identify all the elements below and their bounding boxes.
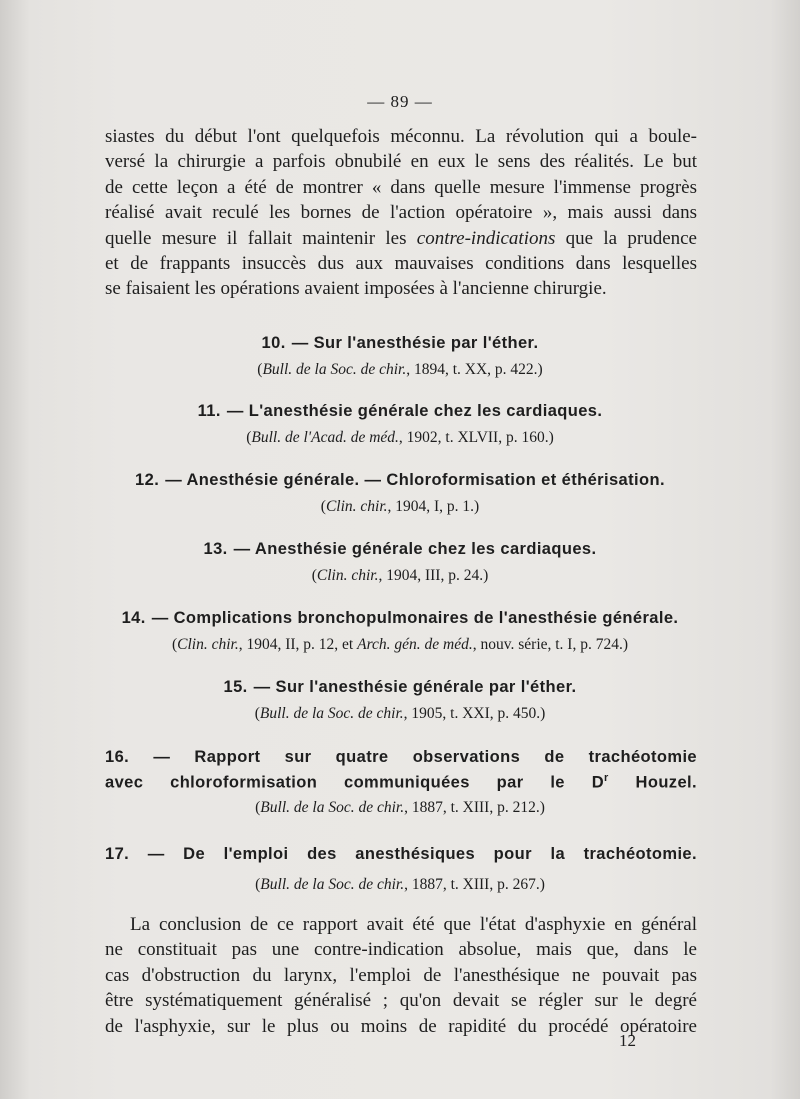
- entry-title-16-continued: [105, 772, 697, 793]
- entry-heading: — L'anesthésie générale chez les cardiaques.: [226, 402, 603, 420]
- line-text: que la prudence: [555, 227, 697, 249]
- entry-title-10: [0, 334, 800, 353]
- entry-reference-10: (Bull. de la Soc. de chir., 1894, t. XX, p. 422.): [257, 361, 543, 378]
- paragraph-line: [105, 226, 697, 251]
- entry-reference-16: (Bull. de la Soc. de chir., 1887, t. XIII, p. 212.): [255, 799, 545, 816]
- entry-title-13: [0, 540, 800, 559]
- signature-mark: 12: [619, 1031, 636, 1050]
- entry-number: 17.: [105, 845, 130, 863]
- entry-title-12: [0, 471, 800, 490]
- entry-number: 11.: [197, 402, 221, 420]
- entry-reference-17: (Bull. de la Soc. de chir., 1887, t. XIII, p. 267.): [255, 876, 545, 893]
- journal-name: Bull. de la Soc. de chir.: [260, 799, 405, 816]
- entry-heading: — Complications bronchopulmonaires de l'anesthésie générale.: [151, 609, 679, 627]
- reference-details: , 1887, t. XIII, p. 212.): [404, 799, 545, 816]
- paragraph-line: réalisé avait reculé les bornes de l'action opératoire », mais aussi dans: [105, 202, 697, 224]
- entry-number: 13.: [203, 540, 228, 558]
- entry-heading: — Anesthésie générale chez les cardiaques.: [233, 540, 597, 558]
- entry-number: 16.: [105, 748, 130, 766]
- paragraph-line: siastes du début l'ont quelquefois méconnu. La révolution qui a boule-: [105, 126, 697, 147]
- reference-details: , 1904, I, p. 1.): [387, 498, 480, 515]
- entry-reference-11: (Bull. de l'Acad. de méd., 1902, t. XLVII, p. 160.): [246, 429, 554, 446]
- entry-heading: — Sur l'anesthésie par l'éther.: [291, 334, 539, 352]
- journal-name: Bull. de l'Acad. de méd.: [251, 429, 399, 446]
- superscript: r: [604, 772, 609, 784]
- journal-name: Clin. chir.: [325, 498, 388, 515]
- intro-paragraph: [105, 124, 697, 302]
- entry-title-11: [0, 402, 800, 421]
- entry-number: 10.: [261, 334, 286, 352]
- entry-reference-13: (Clin. chir., 1904, III, p. 24.): [311, 567, 489, 584]
- entry-title-16: [105, 748, 697, 767]
- entry-heading: — De l'emploi des anesthésiques pour la trachéotomie.: [147, 845, 697, 863]
- reference-details: , 1902, t. XLVII, p. 160.): [398, 429, 554, 446]
- paragraph-line: être systématiquement généralisé ; qu'on devait se régler sur le degré: [105, 990, 697, 1012]
- journal-name: Bull. de la Soc. de chir.: [259, 705, 404, 722]
- journal-name: Clin. chir.: [177, 636, 239, 653]
- paragraph-line: et de frappants insuccès dus aux mauvaises conditions dans lesquelles: [105, 253, 697, 275]
- paragraph-line: se faisaient les opérations avaient imposées à l'ancienne chirurgie.: [105, 278, 607, 300]
- reference-details: , 1904, II, p. 12, et: [238, 636, 358, 653]
- conclusion-paragraph: [105, 912, 697, 1039]
- entry-reference-15: (Bull. de la Soc. de chir., 1905, t. XXI, p. 450.): [254, 705, 546, 722]
- reference-details: , 1904, III, p. 24.): [378, 567, 489, 584]
- paragraph-line: La conclusion de ce rapport avait été que l'état d'asphyxie en général: [130, 914, 697, 935]
- paragraph-line: de l'asphyxie, sur le plus ou moins de rapidité du procédé opératoire: [105, 1015, 697, 1037]
- entry-heading: Houzel.: [608, 773, 698, 792]
- journal-name: Arch. gén. de méd.: [357, 636, 473, 653]
- entry-number: 15.: [223, 678, 248, 696]
- entry-number: 12.: [135, 471, 160, 489]
- journal-name: Bull. de la Soc. de chir.: [260, 876, 405, 893]
- entry-heading: — Rapport sur quatre observations de trachéotomie: [153, 748, 698, 766]
- line-text: quelle mesure il fallait maintenir les: [105, 227, 417, 249]
- entry-title-17: [105, 845, 697, 864]
- paragraph-line: ne constituait pas une contre-indication absolue, mais que, dans le: [105, 939, 697, 961]
- italic-term: contre-indications: [416, 227, 556, 249]
- entry-heading: avec chloroformisation communiquées par le D: [105, 773, 605, 792]
- entry-reference-14: (Clin. chir., 1904, II, p. 12, et Arch. gén. de méd., nouv. série, t. I, p. 724.): [171, 636, 629, 653]
- entry-title-15: [0, 678, 800, 697]
- journal-name: Bull. de la Soc. de chir.: [262, 361, 407, 378]
- entry-title-14: [0, 609, 800, 628]
- paragraph-line: cas d'obstruction du larynx, l'emploi de l'anesthésique ne pouvait pas: [105, 964, 697, 986]
- entry-heading: — Sur l'anesthésie générale par l'éther.: [253, 678, 577, 696]
- entry-number: 14.: [121, 609, 146, 627]
- page-number: — 89 —: [367, 92, 433, 111]
- journal-name: Clin. chir.: [316, 567, 379, 584]
- reference-details: , 1905, t. XXI, p. 450.): [403, 705, 546, 722]
- entry-reference-12: (Clin. chir., 1904, I, p. 1.): [320, 498, 480, 515]
- reference-details: , 1887, t. XIII, p. 267.): [404, 876, 545, 893]
- reference-details: , nouv. série, t. I, p. 724.): [472, 636, 629, 653]
- entry-heading: — Anesthésie générale. — Chloroformisation et éthérisation.: [165, 471, 665, 489]
- paragraph-line: de cette leçon a été de montrer « dans quelle mesure l'immense progrès: [105, 176, 697, 198]
- paragraph-line: versé la chirurgie a parfois obnubilé en eux le sens des réalités. Le but: [105, 151, 697, 173]
- reference-details: , 1894, t. XX, p. 422.): [406, 361, 543, 378]
